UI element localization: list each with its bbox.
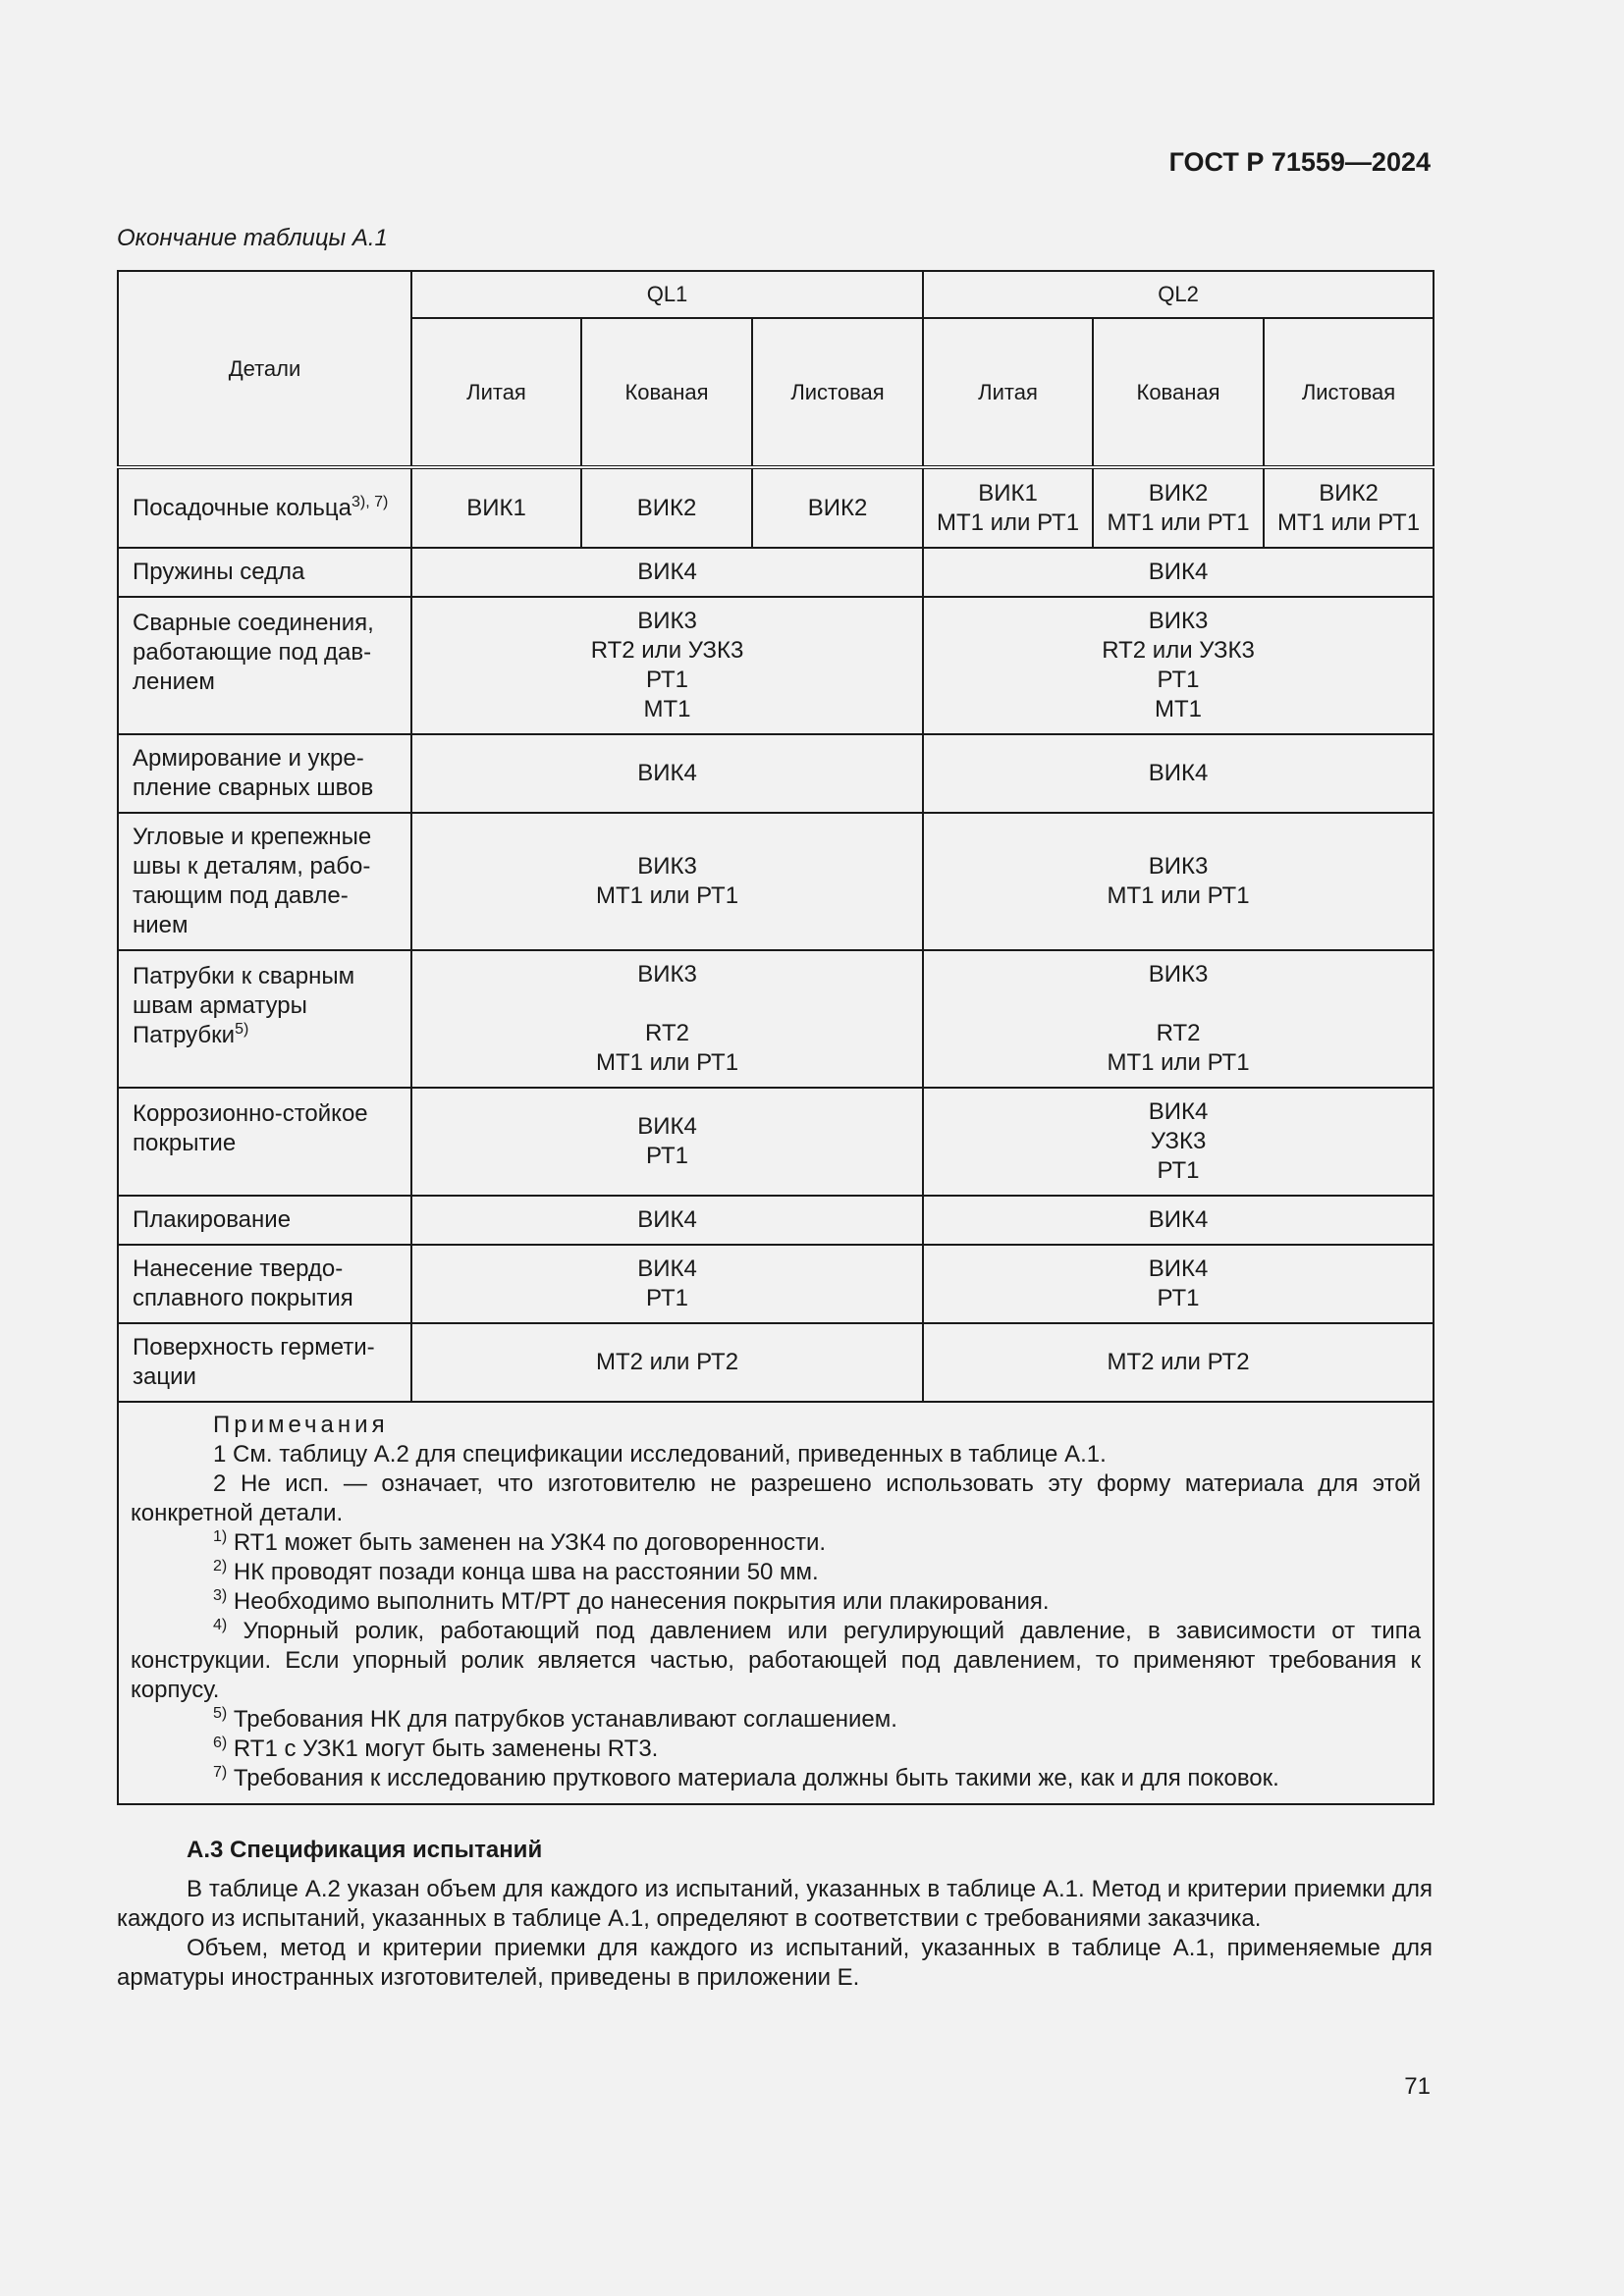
footnote-item <box>131 1735 1421 1764</box>
footnote-item <box>131 1528 1421 1558</box>
footnote-marker: 2) <box>213 1558 228 1575</box>
page-number: 71 <box>1404 2073 1431 2100</box>
table-cell-ql2: МТ2 или РТ2 <box>923 1323 1434 1402</box>
part-name: Пружины седла <box>118 548 411 597</box>
table-row <box>118 1088 1434 1196</box>
part-name: Сварные соединения, работающие под дав- лением <box>118 597 411 734</box>
table-row <box>118 548 1434 597</box>
table-cell-ql2: ВИК3 RT2 или УЗК3 РТ1 МТ1 <box>923 597 1434 734</box>
note-item <box>131 1469 1421 1528</box>
column-header-form: Кованая <box>581 318 752 467</box>
part-name: Армирование и укре- пление сварных швов <box>118 734 411 813</box>
footnote-text: RT1 с УЗК1 могут быть заменены RT3. <box>233 1735 659 1762</box>
footnote-text: НК проводят позади конца шва на расстоянии 50 мм. <box>233 1559 819 1585</box>
table-cell-ql1: ВИК3 RT2 МТ1 или РТ1 <box>411 950 923 1088</box>
footnote-text: Необходимо выполнить МТ/РТ до нанесения покрытия или плакирования. <box>233 1588 1050 1615</box>
column-header-form: Литая <box>923 318 1093 467</box>
footnote-item <box>131 1558 1421 1587</box>
table-row <box>118 950 1434 1088</box>
table-cell-ql2: ВИК3 RT2 МТ1 или РТ1 <box>923 950 1434 1088</box>
footnote-item <box>131 1617 1421 1705</box>
table-cell-ql1: ВИК4 <box>411 734 923 813</box>
table-row <box>118 813 1434 950</box>
column-header-parts: Детали <box>118 271 411 467</box>
footnote-text: Упорный ролик, работающий под давлением или регулирующий давление, в зависимости от типа конструкции. Если упорный ролик является частью, работающей под давлением, то применяют требования к корпусу. <box>131 1618 1422 1703</box>
table-cell-ql2: ВИК4 УЗК3 РТ1 <box>923 1088 1434 1196</box>
table-cell-ql1: ВИК4 РТ1 <box>411 1245 923 1323</box>
footnote-marker: 3) <box>213 1587 228 1604</box>
section-body <box>117 1875 1433 1993</box>
note-text: См. таблицу А.2 для спецификации исследований, приведенных в таблице А.1. <box>233 1441 1107 1468</box>
table-row <box>118 597 1434 734</box>
footnote-marker: 6) <box>213 1735 228 1751</box>
note-text: Не исп. — означает, что изготовителю не разрешено использовать эту форму материала для этой конкретной детали. <box>131 1470 1422 1526</box>
table-cell: ВИК2 <box>581 467 752 548</box>
table-cell: ВИК1 <box>411 467 581 548</box>
table-cell-ql1: ВИК3 RT2 или УЗК3 РТ1 МТ1 <box>411 597 923 734</box>
table-cell-ql2: ВИК4 <box>923 734 1434 813</box>
table-row <box>118 1245 1434 1323</box>
part-name: Поверхность гермети- зации <box>118 1323 411 1402</box>
table-cell-ql1: ВИК4 <box>411 1196 923 1245</box>
inspection-table <box>117 270 1435 1805</box>
footnote-marker: 7) <box>213 1764 228 1781</box>
footnote-marker: 4) <box>213 1617 228 1633</box>
table-cell-ql2: ВИК4 <box>923 1196 1434 1245</box>
footnote-item <box>131 1587 1421 1617</box>
part-name: Нанесение твердо- сплавного покрытия <box>118 1245 411 1323</box>
footnote-item <box>131 1705 1421 1735</box>
table-cell-ql2: ВИК4 РТ1 <box>923 1245 1434 1323</box>
section-title: А.3 Спецификация испытаний <box>187 1837 543 1863</box>
table-cell: ВИК1 МТ1 или РТ1 <box>923 467 1093 548</box>
table-cell-ql2: ВИК3 МТ1 или РТ1 <box>923 813 1434 950</box>
table-row <box>118 467 1434 548</box>
column-header-ql1: QL1 <box>411 271 923 318</box>
footnote-text: Требования НК для патрубков устанавливают соглашением. <box>233 1706 897 1733</box>
table-cell: ВИК2 <box>752 467 923 548</box>
table-cell-ql1: ВИК3 МТ1 или РТ1 <box>411 813 923 950</box>
footnote-marker: 1) <box>213 1528 228 1545</box>
table-cell: ВИК2 МТ1 или РТ1 <box>1093 467 1264 548</box>
paragraph: В таблице А.2 указан объем для каждого из испытаний, указанных в таблице А.1. Метод и критерии приемки для каждого из испытаний, указанных в таблице А.1, определяют в соответствии с требованиями заказчика. <box>117 1876 1433 1932</box>
column-header-form: Листовая <box>1264 318 1434 467</box>
note-item <box>131 1440 1421 1469</box>
part-name: Плакирование <box>118 1196 411 1245</box>
column-header-ql2: QL2 <box>923 271 1434 318</box>
part-name: Коррозионно-стойкое покрытие <box>118 1088 411 1196</box>
column-header-form: Литая <box>411 318 581 467</box>
note-marker: 2 <box>213 1470 227 1497</box>
part-name-cell <box>118 950 411 1088</box>
note-marker: 1 <box>213 1441 227 1468</box>
footnote-ref: 5) <box>235 1021 249 1038</box>
notes-title: Примечания <box>213 1412 389 1438</box>
footnote-item <box>131 1764 1421 1793</box>
table-cell-ql1: МТ2 или РТ2 <box>411 1323 923 1402</box>
table-row <box>118 1196 1434 1245</box>
footnote-marker: 5) <box>213 1705 228 1722</box>
document-code: ГОСТ Р 71559—2024 <box>1168 147 1431 177</box>
table-cell: ВИК2 МТ1 или РТ1 <box>1264 467 1434 548</box>
table-cell-ql1: ВИК4 РТ1 <box>411 1088 923 1196</box>
column-header-form: Кованая <box>1093 318 1264 467</box>
table-cell-ql1: ВИК4 <box>411 548 923 597</box>
table-notes <box>118 1402 1434 1804</box>
footnote-text: RT1 может быть заменен на УЗК4 по договоренности. <box>233 1529 827 1556</box>
part-name: Патрубки к сварным швам арматуры Патрубки <box>133 963 355 1048</box>
footnote-ref: 3), 7) <box>351 493 389 510</box>
table-row <box>118 1323 1434 1402</box>
table-cell-ql2: ВИК4 <box>923 548 1434 597</box>
table-caption: Окончание таблицы А.1 <box>117 225 388 251</box>
column-header-form: Листовая <box>752 318 923 467</box>
footnote-text: Требования к исследованию пруткового материала должны быть такими же, как и для поковок. <box>233 1765 1279 1791</box>
part-name-cell <box>118 467 411 548</box>
part-name: Угловые и крепежные швы к деталям, рабо- тающим под давле- нием <box>118 813 411 950</box>
paragraph: Объем, метод и критерии приемки для каждого из испытаний, указанных в таблице А.1, применяемые для арматуры иностранных изготовителей, приведены в приложении Е. <box>117 1935 1433 1991</box>
table-row <box>118 734 1434 813</box>
part-name: Посадочные кольца <box>133 494 352 521</box>
